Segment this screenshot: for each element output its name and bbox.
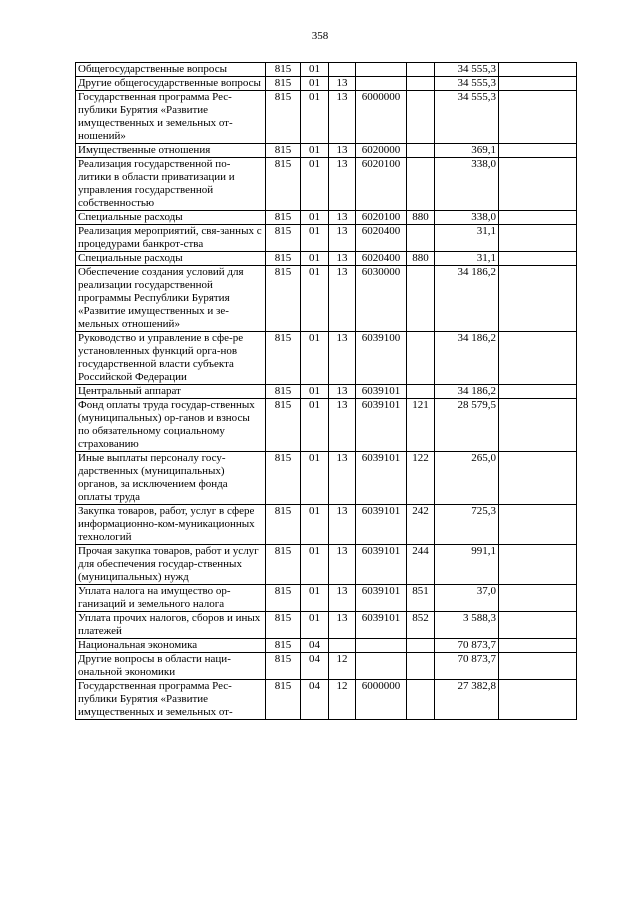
row-section-cell: 01	[301, 385, 329, 399]
row-extra-cell	[499, 91, 577, 144]
row-target-article-cell	[356, 653, 407, 680]
row-amount-cell: 34 555,3	[435, 91, 499, 144]
row-section-cell: 04	[301, 680, 329, 720]
row-name-cell: Другие вопросы в области наци-ональной экономики	[76, 653, 266, 680]
row-extra-cell	[499, 158, 577, 211]
row-admin-code-cell: 815	[266, 91, 301, 144]
row-expense-type-cell: 852	[407, 612, 435, 639]
row-amount-cell: 3 588,3	[435, 612, 499, 639]
row-extra-cell	[499, 505, 577, 545]
table-row	[76, 585, 577, 612]
row-admin-code-cell: 815	[266, 612, 301, 639]
row-subsection-cell: 13	[329, 77, 356, 91]
row-amount-cell: 27 382,8	[435, 680, 499, 720]
row-admin-code-cell: 815	[266, 385, 301, 399]
row-section-cell: 01	[301, 452, 329, 505]
row-subsection-cell	[329, 639, 356, 653]
row-section-cell: 01	[301, 399, 329, 452]
row-expense-type-cell	[407, 266, 435, 332]
row-amount-cell: 70 873,7	[435, 639, 499, 653]
row-admin-code-cell: 815	[266, 639, 301, 653]
row-extra-cell	[499, 385, 577, 399]
row-subsection-cell: 13	[329, 252, 356, 266]
row-admin-code-cell: 815	[266, 252, 301, 266]
row-section-cell: 04	[301, 639, 329, 653]
table-row	[76, 211, 577, 225]
row-extra-cell	[499, 252, 577, 266]
row-name-cell: Государственная программа Рес-публики Бурятия «Развитие имущественных и земельных от-ношений»	[76, 91, 266, 144]
table-row	[76, 144, 577, 158]
row-target-article-cell: 6020400	[356, 252, 407, 266]
row-section-cell: 01	[301, 612, 329, 639]
row-expense-type-cell	[407, 639, 435, 653]
row-expense-type-cell	[407, 332, 435, 385]
row-amount-cell: 34 555,3	[435, 63, 499, 77]
row-admin-code-cell: 815	[266, 585, 301, 612]
row-subsection-cell: 12	[329, 653, 356, 680]
row-admin-code-cell: 815	[266, 680, 301, 720]
row-extra-cell	[499, 653, 577, 680]
row-target-article-cell	[356, 639, 407, 653]
row-extra-cell	[499, 225, 577, 252]
row-admin-code-cell: 815	[266, 452, 301, 505]
row-extra-cell	[499, 399, 577, 452]
row-expense-type-cell	[407, 680, 435, 720]
row-expense-type-cell	[407, 77, 435, 91]
row-admin-code-cell: 815	[266, 77, 301, 91]
row-extra-cell	[499, 639, 577, 653]
row-name-cell: Фонд оплаты труда государ-ственных (муниципальных) ор-ганов и взносы по обязательному социальному страхованию	[76, 399, 266, 452]
row-subsection-cell: 13	[329, 225, 356, 252]
row-name-cell: Иные выплаты персоналу госу-дарственных (муниципальных) органов, за исключением фонда оплаты труда	[76, 452, 266, 505]
row-amount-cell: 70 873,7	[435, 653, 499, 680]
row-amount-cell: 31,1	[435, 225, 499, 252]
row-target-article-cell: 6000000	[356, 91, 407, 144]
row-subsection-cell: 13	[329, 545, 356, 585]
row-target-article-cell: 6000000	[356, 680, 407, 720]
row-section-cell: 01	[301, 545, 329, 585]
table-row	[76, 158, 577, 211]
row-expense-type-cell	[407, 144, 435, 158]
row-name-cell: Руководство и управление в сфе-ре установленных функций орга-нов государственной власти субъекта Российской Федерации	[76, 332, 266, 385]
row-amount-cell: 991,1	[435, 545, 499, 585]
row-expense-type-cell: 244	[407, 545, 435, 585]
row-admin-code-cell: 815	[266, 225, 301, 252]
row-section-cell: 01	[301, 266, 329, 332]
row-subsection-cell: 13	[329, 505, 356, 545]
row-section-cell: 01	[301, 225, 329, 252]
row-section-cell: 01	[301, 252, 329, 266]
row-name-cell: Уплата налога на имущество ор-ганизаций и земельного налога	[76, 585, 266, 612]
table-row	[76, 63, 577, 77]
row-subsection-cell: 13	[329, 266, 356, 332]
row-target-article-cell: 6039101	[356, 612, 407, 639]
row-extra-cell	[499, 332, 577, 385]
row-target-article-cell: 6020100	[356, 158, 407, 211]
row-name-cell: Другие общегосударственные вопросы	[76, 77, 266, 91]
table-row	[76, 252, 577, 266]
table-row	[76, 385, 577, 399]
row-target-article-cell: 6039101	[356, 385, 407, 399]
row-target-article-cell: 6020000	[356, 144, 407, 158]
row-subsection-cell: 13	[329, 399, 356, 452]
table-row	[76, 452, 577, 505]
row-name-cell: Прочая закупка товаров, работ и услуг для обеспечения государ-ственных (муниципальных) нужд	[76, 545, 266, 585]
row-section-cell: 01	[301, 211, 329, 225]
row-amount-cell: 338,0	[435, 158, 499, 211]
row-admin-code-cell: 815	[266, 505, 301, 545]
row-extra-cell	[499, 77, 577, 91]
row-admin-code-cell: 815	[266, 63, 301, 77]
row-subsection-cell: 13	[329, 585, 356, 612]
table-row	[76, 91, 577, 144]
page-number: 358	[311, 30, 329, 42]
row-extra-cell	[499, 585, 577, 612]
row-name-cell: Центральный аппарат	[76, 385, 266, 399]
row-amount-cell: 34 186,2	[435, 385, 499, 399]
table-row	[76, 332, 577, 385]
row-section-cell: 01	[301, 585, 329, 612]
row-expense-type-cell	[407, 63, 435, 77]
row-section-cell: 01	[301, 332, 329, 385]
row-extra-cell	[499, 266, 577, 332]
row-extra-cell	[499, 211, 577, 225]
row-subsection-cell: 13	[329, 91, 356, 144]
row-subsection-cell: 13	[329, 158, 356, 211]
row-target-article-cell: 6039100	[356, 332, 407, 385]
row-subsection-cell: 13	[329, 385, 356, 399]
row-admin-code-cell: 815	[266, 144, 301, 158]
row-target-article-cell: 6039101	[356, 585, 407, 612]
row-amount-cell: 265,0	[435, 452, 499, 505]
table-row	[76, 639, 577, 653]
row-extra-cell	[499, 144, 577, 158]
row-amount-cell: 725,3	[435, 505, 499, 545]
row-admin-code-cell: 815	[266, 332, 301, 385]
row-name-cell: Реализация мероприятий, свя-занных с процедурами банкрот-ства	[76, 225, 266, 252]
row-target-article-cell: 6030000	[356, 266, 407, 332]
row-admin-code-cell: 815	[266, 399, 301, 452]
row-expense-type-cell	[407, 225, 435, 252]
table-row	[76, 505, 577, 545]
row-target-article-cell	[356, 77, 407, 91]
row-subsection-cell: 13	[329, 612, 356, 639]
row-name-cell: Реализация государственной по-литики в области приватизации и управления государственной собственностью	[76, 158, 266, 211]
row-extra-cell	[499, 545, 577, 585]
row-section-cell: 01	[301, 144, 329, 158]
row-amount-cell: 37,0	[435, 585, 499, 612]
row-expense-type-cell	[407, 653, 435, 680]
row-name-cell: Закупка товаров, работ, услуг в сфере информационно-ком-муникационных технологий	[76, 505, 266, 545]
row-target-article-cell: 6039101	[356, 545, 407, 585]
row-name-cell: Специальные расходы	[76, 252, 266, 266]
row-admin-code-cell: 815	[266, 653, 301, 680]
row-name-cell: Государственная программа Рес-публики Бурятия «Развитие имущественных и земельных от-	[76, 680, 266, 720]
row-subsection-cell	[329, 63, 356, 77]
row-admin-code-cell: 815	[266, 545, 301, 585]
row-expense-type-cell: 851	[407, 585, 435, 612]
row-amount-cell: 31,1	[435, 252, 499, 266]
row-target-article-cell: 6039101	[356, 505, 407, 545]
row-admin-code-cell: 815	[266, 211, 301, 225]
budget-table	[75, 62, 577, 720]
row-expense-type-cell: 121	[407, 399, 435, 452]
row-target-article-cell: 6020100	[356, 211, 407, 225]
row-expense-type-cell: 880	[407, 252, 435, 266]
row-amount-cell: 28 579,5	[435, 399, 499, 452]
row-subsection-cell: 13	[329, 144, 356, 158]
row-name-cell: Уплата прочих налогов, сборов и иных платежей	[76, 612, 266, 639]
row-name-cell: Национальная экономика	[76, 639, 266, 653]
table-row	[76, 266, 577, 332]
table-row	[76, 399, 577, 452]
row-name-cell: Имущественные отношения	[76, 144, 266, 158]
row-subsection-cell: 13	[329, 332, 356, 385]
row-extra-cell	[499, 612, 577, 639]
row-section-cell: 01	[301, 505, 329, 545]
row-subsection-cell: 13	[329, 211, 356, 225]
row-extra-cell	[499, 63, 577, 77]
table-row	[76, 612, 577, 639]
row-expense-type-cell: 122	[407, 452, 435, 505]
row-extra-cell	[499, 452, 577, 505]
table-row	[76, 680, 577, 720]
row-amount-cell: 338,0	[435, 211, 499, 225]
row-section-cell: 01	[301, 63, 329, 77]
row-section-cell: 01	[301, 77, 329, 91]
row-amount-cell: 34 186,2	[435, 266, 499, 332]
row-target-article-cell: 6039101	[356, 399, 407, 452]
row-target-article-cell: 6039101	[356, 452, 407, 505]
table-row	[76, 545, 577, 585]
row-subsection-cell: 13	[329, 452, 356, 505]
row-section-cell: 01	[301, 158, 329, 211]
row-expense-type-cell	[407, 385, 435, 399]
row-amount-cell: 34 555,3	[435, 77, 499, 91]
row-expense-type-cell	[407, 91, 435, 144]
row-amount-cell: 34 186,2	[435, 332, 499, 385]
row-expense-type-cell	[407, 158, 435, 211]
row-extra-cell	[499, 680, 577, 720]
row-name-cell: Общегосударственные вопросы	[76, 63, 266, 77]
row-admin-code-cell: 815	[266, 158, 301, 211]
row-section-cell: 01	[301, 91, 329, 144]
row-expense-type-cell: 880	[407, 211, 435, 225]
table-row	[76, 77, 577, 91]
row-admin-code-cell: 815	[266, 266, 301, 332]
row-name-cell: Обеспечение создания условий для реализации государственной программы Республики Бурятия «Развитие имущественных и зе-мельных отношений»	[76, 266, 266, 332]
row-target-article-cell: 6020400	[356, 225, 407, 252]
row-name-cell: Специальные расходы	[76, 211, 266, 225]
table-row	[76, 225, 577, 252]
table-row	[76, 653, 577, 680]
row-section-cell: 04	[301, 653, 329, 680]
row-subsection-cell: 12	[329, 680, 356, 720]
row-target-article-cell	[356, 63, 407, 77]
row-expense-type-cell: 242	[407, 505, 435, 545]
row-amount-cell: 369,1	[435, 144, 499, 158]
